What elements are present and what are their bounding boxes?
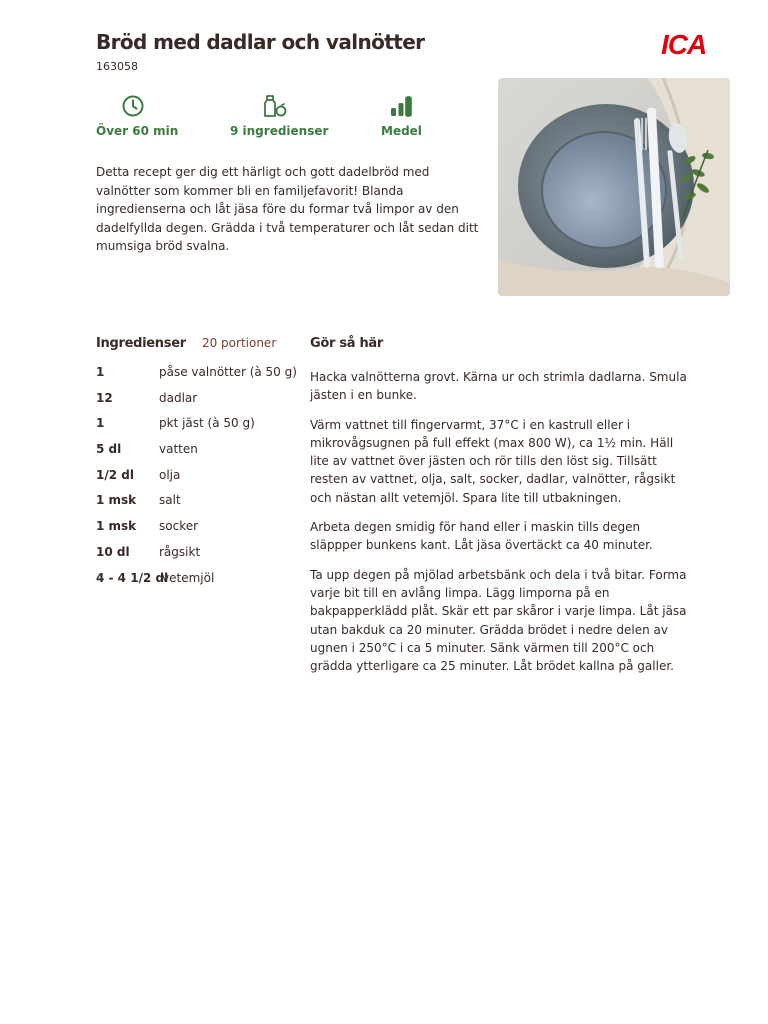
ingredient-row [96,468,306,494]
ica-logo-text: ICA [661,30,707,56]
instruction-step: Värm vattnet till fingervarmt, 37°C i en kastrull eller i mikrovågsugnen på full effekt (max 800 W), ca 1½ min. Häll lite av vattnet över jästen och rör tills den löst sig. Tillsätt resten av vattnet, olja, salt, socker, dadlar, valnötter, rågsikt och nästan allt vetemjöl. Spara lite till utbakningen. [310,417,676,505]
recipe-photo [498,78,730,296]
ingredient-name: socker [159,519,199,534]
instruction-step: Hacka valnötterna grovt. Kärna ur och strimla dadlarna. Smula jästen i en bunke. [310,370,687,403]
ingredient-qty: 1 msk [96,519,137,534]
ingredient-qty: 5 dl [96,442,122,457]
ingredient-qty: 12 [96,390,113,405]
recipe-intro: Detta recept ger dig ett härligt och gott dadelbröd med valnötter som kommer bli en familjefavorit! Blanda ingredienserna och låt jäsa före du formar två limpor av den dadelfyllda degen. Grädda i två temperaturer och låt sedan ditt mumsiga bröd svalna. [96,165,479,253]
ingredient-row [96,545,306,571]
instruction-steps [310,368,695,686]
instruction-step: Arbeta degen smidig för hand eller i maskin tills degen släppper bunkens kant. Låt jäsa övertäckt ca 40 minuter. [310,520,653,553]
ingredients-heading: Ingredienser [96,336,186,351]
ingredient-name: vetemjöl [162,570,215,585]
stat-ingredients-label: 9 ingredienser [230,124,329,138]
stat-time [96,94,179,138]
ingredient-name: rågsikt [159,544,201,559]
ingredient-row [96,493,306,519]
ingredient-name: dadlar [159,390,198,405]
recipe-title: Bröd med dadlar och valnötter [96,30,425,54]
ingredient-qty: 1 [96,365,105,379]
ingredient-list [96,365,306,596]
ingredient-qty: 10 dl [96,544,130,559]
ingredient-name: pkt jäst (à 50 g) [159,416,255,431]
ingredient-qty: 1/2 dl [96,467,134,482]
ingredient-qty: 4 - 4 1/2 dl [96,570,169,585]
ingredient-name: vatten [159,442,198,457]
ingredient-name: salt [159,493,181,508]
ingredients-header [96,336,276,351]
ingredient-row [96,365,306,391]
stat-time-label: Över 60 min [96,124,179,138]
stat-difficulty [381,94,421,138]
instruction-step: Ta upp degen på mjölad arbetsbänk och dela i två bitar. Forma varje bit till en avlång limpa. Lägg limporna på en bakpapperklädd plåt. Skär ett par skåror i varje limpa. Låt jäsa utan bakduk ca 20 minuter. Grädda brödet i nedre delen av ugnen i 250°C i ca 5 minuter. Sänk värmen till 200°C och grädda ytterligare ca 25 minuter. Låt brödet kallna på galler. [310,567,687,674]
portions-label: 20 portioner [201,336,277,350]
stat-difficulty-label: Medel [381,124,422,138]
ica-logo[interactable] [660,30,716,60]
ingredient-name: påse valnötter (à 50 g) [159,365,297,379]
instructions-heading: Gör så här [310,336,384,351]
recipe-stats [96,94,436,154]
ingredient-name: olja [159,467,181,482]
difficulty-bars-icon [389,94,413,118]
stat-ingredients [230,94,329,138]
ingredient-qty: 1 [96,416,105,431]
ingredient-qty: 1 msk [96,493,137,508]
ingredient-row [96,571,306,597]
ingredient-row [96,391,306,417]
ingredients-jar-icon [262,94,288,118]
recipe-id: 163058 [96,60,138,73]
ingredient-row [96,519,306,545]
ingredient-row [96,442,306,468]
clock-icon [121,94,145,118]
ingredient-row [96,416,306,442]
